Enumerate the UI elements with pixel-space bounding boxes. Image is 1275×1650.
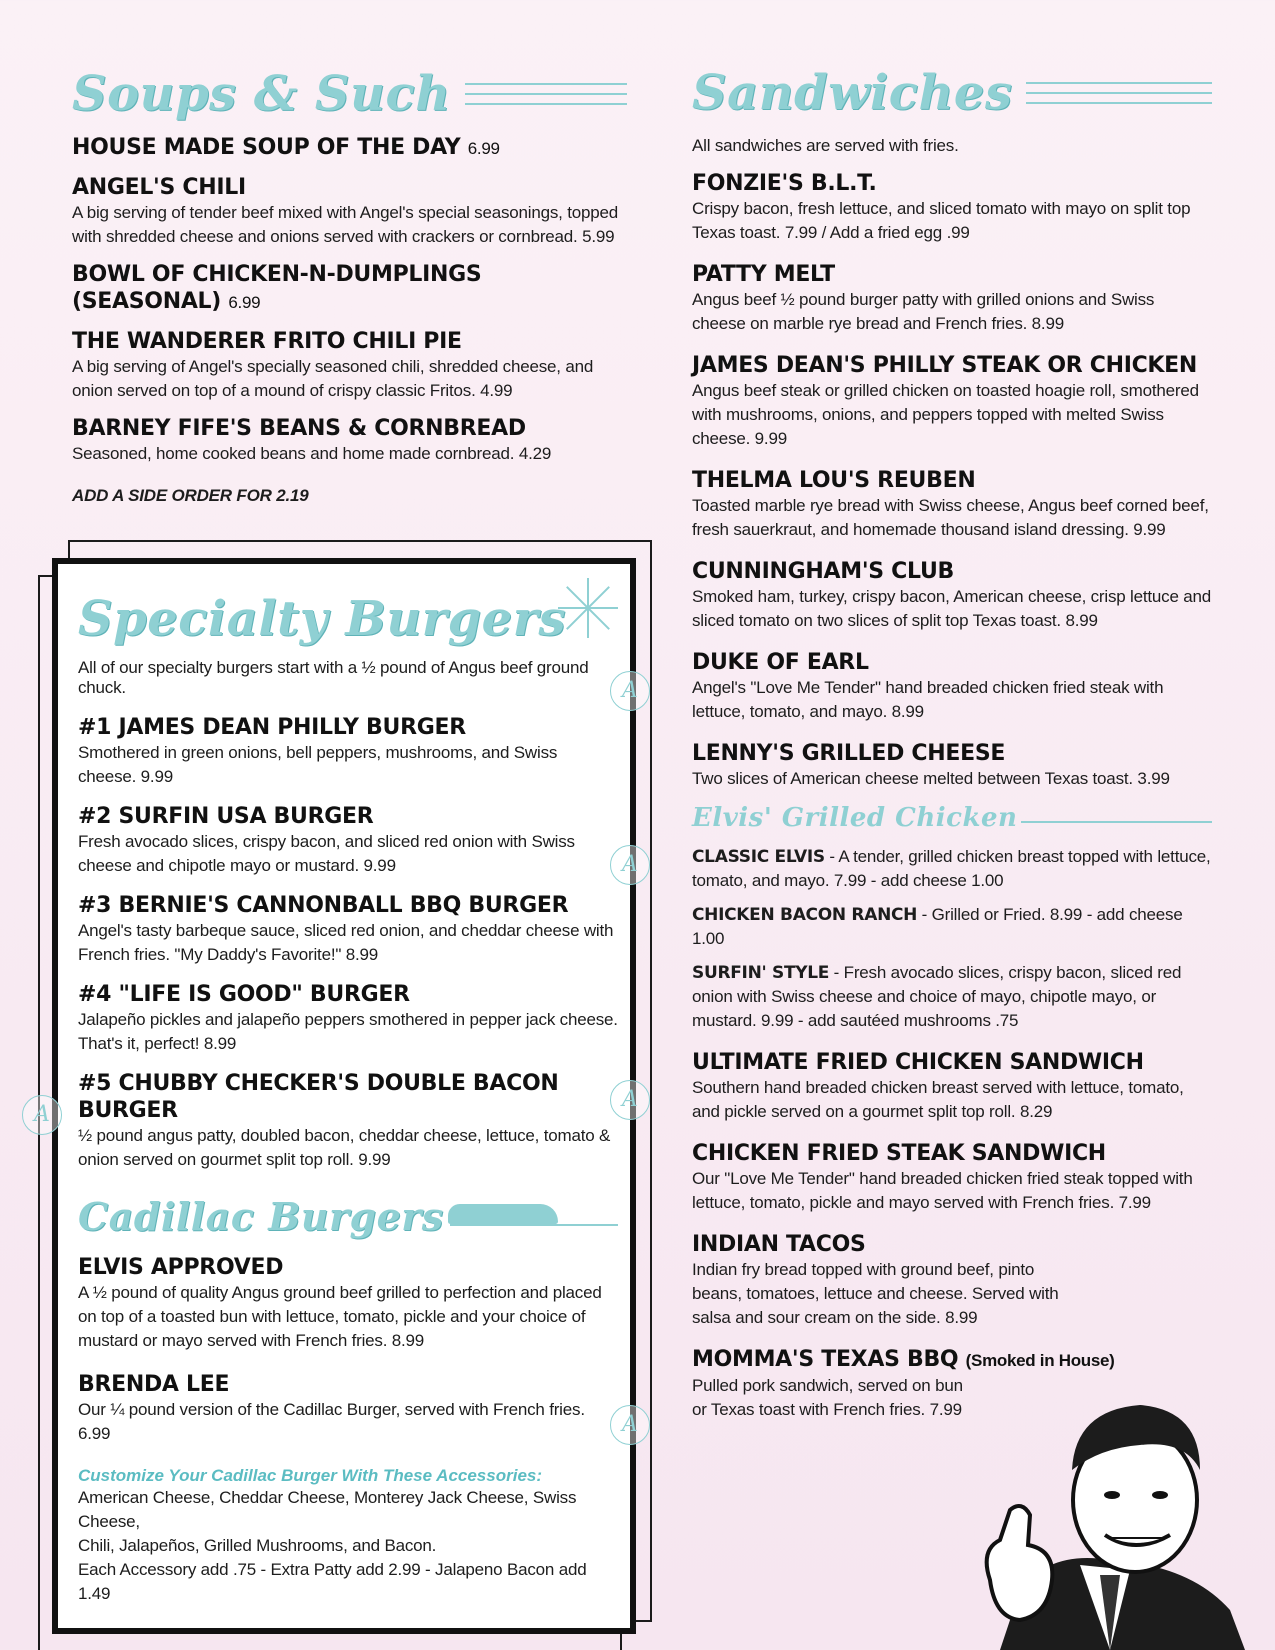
angel-badge-icon: A — [610, 1080, 650, 1120]
item-desc: Southern hand breaded chicken breast served with lettuce, tomato, and pickle served on a gourmet split top roll. 8.29 — [692, 1078, 1184, 1121]
item-name: #3 BERNIE'S CANNONBALL BBQ BURGER — [78, 893, 569, 918]
item-name: ULTIMATE FRIED CHICKEN SANDWICH — [692, 1050, 1144, 1075]
customize-title: Customize Your Cadillac Burger With These Accessories: — [78, 1466, 543, 1485]
menu-item — [78, 892, 618, 967]
item-name: LENNY'S GRILLED CHEESE — [692, 741, 1006, 766]
item-name: THELMA LOU'S REUBEN — [692, 468, 976, 493]
menu-item — [78, 714, 618, 789]
menu-item — [692, 903, 1212, 951]
item-name: #4 "LIFE IS GOOD" BURGER — [78, 982, 410, 1007]
item-price: 6.99 — [228, 293, 261, 312]
menu-item — [78, 1070, 618, 1172]
item-name: CUNNINGHAM'S CLUB — [692, 559, 954, 584]
item-name: ANGEL'S CHILI — [72, 175, 246, 200]
item-desc: Angel's tasty barbeque sauce, sliced red onion, and cheddar cheese with French fries. "My Daddy's Favorite!" 8.99 — [78, 921, 614, 964]
item-desc: A ½ pound of quality Angus ground beef grilled to perfection and placed on top of a toasted bun with lettuce, tomato, pickle and your choice of mustard or mayo served with French fries. 8.99 — [78, 1283, 602, 1350]
customize-line: Each Accessory add .75 - Extra Patty add 2.99 - Jalapeno Bacon add 1.49 — [78, 1560, 587, 1603]
angel-badge-icon: A — [22, 1095, 62, 1135]
item-name: ELVIS APPROVED — [78, 1255, 284, 1280]
menu-item — [692, 961, 1212, 1033]
item-desc: Two slices of American cheese melted between Texas toast. 3.99 — [692, 769, 1170, 788]
title-lines — [465, 77, 627, 111]
soups-section — [72, 54, 627, 506]
burgers-box — [52, 558, 636, 1634]
menu-item — [692, 558, 1212, 633]
menu-item — [72, 174, 627, 249]
item-name: CHICKEN BACON RANCH — [692, 905, 918, 925]
item-name: JAMES DEAN'S PHILLY STEAK OR CHICKEN — [692, 353, 1198, 378]
item-name: SURFIN' STYLE — [692, 963, 830, 983]
cadillac-car-icon — [448, 1204, 558, 1224]
cadillac-title: Cadillac Burgers — [78, 1193, 444, 1239]
menu-item — [692, 467, 1212, 542]
burgers-title: Specialty Burgers — [78, 591, 567, 647]
menu-item — [78, 981, 618, 1056]
item-name: CLASSIC ELVIS — [692, 847, 825, 867]
menu-item — [692, 845, 1212, 893]
item-desc: A big serving of Angel's specially seasoned chili, shredded cheese, and onion served on top of a mound of crispy classic Fritos. 4.99 — [72, 357, 594, 400]
item-desc: Pulled pork sandwich, served on bun or Texas toast with French fries. 7.99 — [692, 1376, 963, 1419]
item-desc: Fresh avocado slices, crispy bacon, and sliced red onion with Swiss cheese and chipotle mayo or mustard. 9.99 — [78, 832, 575, 875]
item-desc: Angus beef ½ pound burger patty with grilled onions and Swiss cheese on marble rye bread and French fries. 8.99 — [692, 290, 1155, 333]
item-name: INDIAN TACOS — [692, 1232, 866, 1257]
item-desc: Our "Love Me Tender" hand breaded chicken fried steak topped with lettuce, tomato, pickle and mayo served with French fries. 7.99 — [692, 1169, 1193, 1212]
item-name: PATTY MELT — [692, 262, 835, 287]
sandwiches-section — [692, 54, 1212, 1434]
elvis-header — [692, 803, 1212, 833]
menu-item — [692, 649, 1212, 724]
customize-line: Chili, Jalapeños, Grilled Mushrooms, and Bacon. — [78, 1536, 437, 1555]
item-name: FONZIE'S B.L.T. — [692, 171, 877, 196]
retro-man-thumbs-up-icon — [960, 1350, 1260, 1650]
elvis-title: Elvis' Grilled Chicken — [692, 803, 1018, 833]
menu-item — [692, 261, 1212, 336]
angel-badge-icon: A — [610, 1405, 650, 1445]
menu-item — [72, 415, 627, 466]
angel-badge-icon: A — [610, 845, 650, 885]
soups-header — [72, 54, 627, 134]
burgers-header — [78, 584, 618, 654]
menu-item — [72, 261, 627, 316]
item-name: #2 SURFIN USA BURGER — [78, 804, 374, 829]
sandwiches-header — [692, 54, 1212, 132]
menu-item — [692, 1231, 1212, 1330]
menu-item — [692, 352, 1212, 451]
item-name: BOWL OF CHICKEN-N-DUMPLINGS (SEASONAL) — [72, 262, 482, 314]
sandwiches-title: Sandwiches — [692, 65, 1013, 121]
item-name: MOMMA'S TEXAS BBQ — [692, 1347, 959, 1372]
menu-item — [692, 1140, 1212, 1215]
item-desc: Angus beef steak or grilled chicken on toasted hoagie roll, smothered with mushrooms, onions, and peppers topped with melted Swiss cheese. 9.99 — [692, 381, 1199, 448]
angel-badge-icon: A — [610, 671, 650, 711]
side-order-note: ADD A SIDE ORDER FOR 2.19 — [72, 486, 309, 505]
item-name: THE WANDERER FRITO CHILI PIE — [72, 329, 462, 354]
sandwiches-intro: All sandwiches are served with fries. — [692, 136, 959, 155]
menu-item — [72, 328, 627, 403]
item-price: 6.99 — [467, 139, 500, 158]
item-name: #1 JAMES DEAN PHILLY BURGER — [78, 715, 466, 740]
item-desc: A big serving of tender beef mixed with Angel's special seasonings, topped with shredded cheese and onions served with crackers or cornbread. 5.99 — [72, 203, 619, 246]
menu-item — [78, 803, 618, 878]
item-name: CHICKEN FRIED STEAK SANDWICH — [692, 1141, 1106, 1166]
item-desc: Toasted marble rye bread with Swiss cheese, Angus beef corned beef, fresh sauerkraut, and homemade thousand island dressing. 9.99 — [692, 496, 1209, 539]
menu-item — [692, 170, 1212, 245]
item-name: #5 CHUBBY CHECKER'S DOUBLE BACON BURGER — [78, 1071, 559, 1123]
item-name: BRENDA LEE — [78, 1372, 230, 1397]
menu-item — [72, 134, 627, 162]
item-desc: Angel's "Love Me Tender" hand breaded chicken fried steak with lettuce, tomato, and mayo. 8.99 — [692, 678, 1164, 721]
item-name: HOUSE MADE SOUP OF THE DAY — [72, 135, 461, 160]
item-desc: Our ¼ pound version of the Cadillac Burger, served with French fries. 6.99 — [78, 1400, 585, 1443]
item-desc: Smothered in green onions, bell peppers, mushrooms, and Swiss cheese. 9.99 — [78, 743, 558, 786]
item-desc: Jalapeño pickles and jalapeño peppers smothered in pepper jack cheese. That's it, perfect! 8.99 — [78, 1010, 618, 1053]
burgers-intro: All of our specialty burgers start with a ½ pound of Angus beef ground chuck. — [78, 658, 589, 697]
item-note: (Smoked in House) — [965, 1351, 1115, 1370]
item-desc: - Fresh avocado slices, crispy bacon, sliced red onion with Swiss cheese and choice of mayo, chipotle mayo, or mustard. 9.99 - add sautéed mushrooms .75 — [692, 963, 1182, 1030]
item-desc: Crispy bacon, fresh lettuce, and sliced tomato with mayo on split top Texas toast. 7.99 / Add a fried egg .99 — [692, 199, 1191, 242]
cadillac-header — [78, 1186, 618, 1246]
title-lines — [1026, 76, 1212, 110]
item-desc: Indian fry bread topped with ground beef, pinto beans, tomatoes, lettuce and cheese. Served with salsa and sour cream on the side. 8.99 — [692, 1260, 1059, 1327]
item-desc: Smoked ham, turkey, crispy bacon, American cheese, crisp lettuce and sliced tomato on two slices of split top Texas toast. 8.99 — [692, 587, 1212, 630]
customize-line: American Cheese, Cheddar Cheese, Monterey Jack Cheese, Swiss Cheese, — [78, 1488, 577, 1531]
item-name: DUKE OF EARL — [692, 650, 869, 675]
menu-item — [78, 1371, 618, 1446]
item-desc: ½ pound angus patty, doubled bacon, cheddar cheese, lettuce, tomato & onion served on gourmet split top roll. 9.99 — [78, 1126, 611, 1169]
menu-item — [78, 1254, 618, 1353]
item-desc: Seasoned, home cooked beans and home made cornbread. 4.29 — [72, 444, 552, 463]
soups-title: Soups & Such — [72, 66, 451, 122]
item-desc: - Grilled or Fried. 8.99 - add cheese 1.00 — [692, 905, 1183, 948]
menu-item — [692, 740, 1212, 791]
item-name: BARNEY FIFE'S BEANS & CORNBREAD — [72, 416, 526, 441]
menu-item — [692, 1049, 1212, 1124]
item-desc: - A tender, grilled chicken breast topped with lettuce, tomato, and mayo. 7.99 - add cheese 1.00 — [692, 847, 1211, 890]
